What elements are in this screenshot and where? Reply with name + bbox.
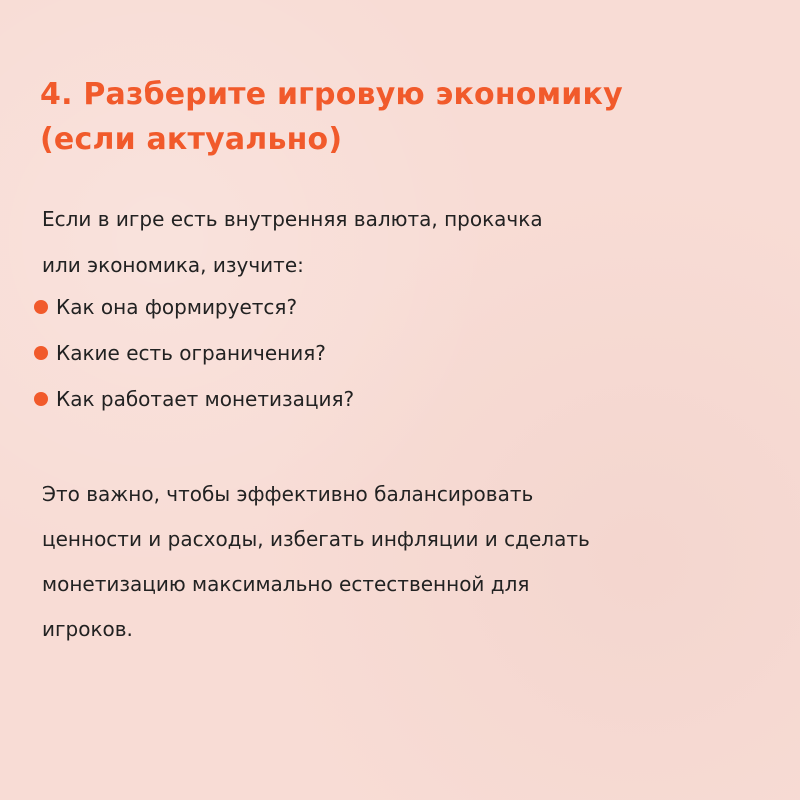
conclusion-text <box>42 472 772 652</box>
conclusion-line: игроков. <box>42 617 133 641</box>
list-item-text: Как работает монетизация? <box>56 387 355 411</box>
bullet-dot-icon <box>34 392 48 406</box>
bullet-dot-icon <box>34 300 48 314</box>
conclusion-line: Это важно, чтобы эффективно балансировать <box>42 482 534 506</box>
page-title <box>40 72 760 162</box>
conclusion-line: ценности и расходы, избегать инфляции и сделать <box>42 527 590 551</box>
conclusion-line: монетизацию максимально естественной для <box>42 572 530 596</box>
bullet-dot-icon <box>34 346 48 360</box>
list-item-text: Какие есть ограничения? <box>56 341 326 365</box>
list-item-text: Как она формируется? <box>56 295 298 319</box>
title-line: 4. Разберите игровую экономику <box>40 77 623 112</box>
title-line: (если актуально) <box>40 122 343 157</box>
list-item <box>34 284 754 330</box>
intro-text <box>42 196 762 288</box>
intro-line: или экономика, изучите: <box>42 253 304 277</box>
list-item <box>34 330 754 376</box>
list-item <box>34 376 754 422</box>
intro-line: Если в игре есть внутренняя валюта, прокачка <box>42 207 543 231</box>
bullet-list <box>34 284 754 422</box>
